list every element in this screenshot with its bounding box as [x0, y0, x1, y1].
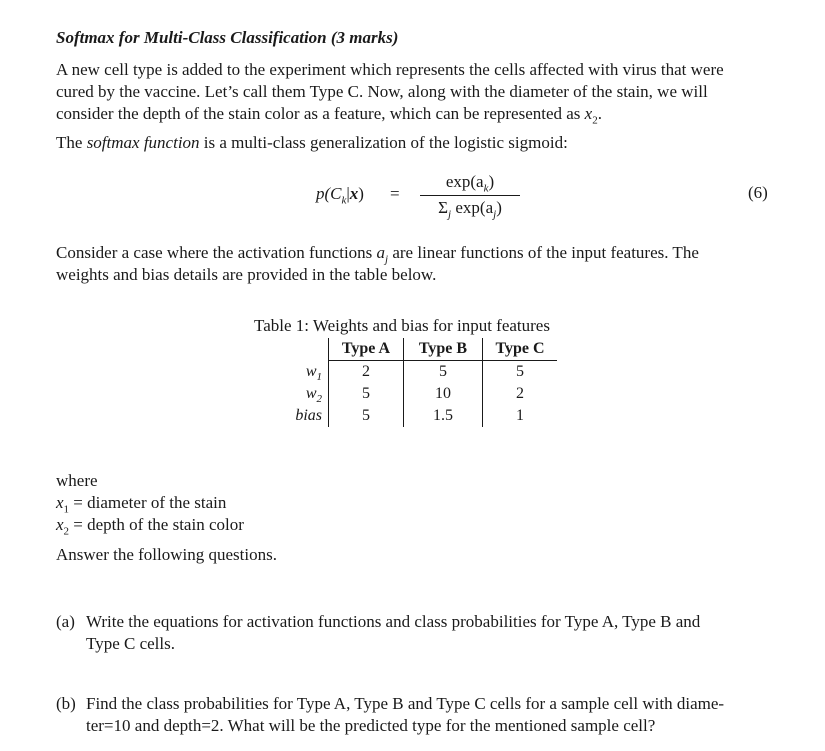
def-var: x	[56, 515, 64, 534]
where-label: where	[56, 471, 98, 490]
question-a-line-2: Type C cells.	[86, 634, 175, 653]
table-corner	[276, 338, 329, 361]
def-text: = diameter of the stain	[73, 493, 227, 512]
def-var: x	[56, 493, 64, 512]
eq-den-close: )	[496, 198, 502, 217]
equation-lhs	[316, 184, 364, 207]
def-text: = depth of the stain color	[73, 515, 244, 534]
softmax-post: is a multi-class generalization of the logistic sigmoid:	[203, 133, 568, 152]
row-label-text: w	[305, 362, 317, 380]
eq-den-sub: j	[493, 208, 497, 221]
fraction-bar	[420, 195, 520, 196]
table-row	[276, 405, 557, 427]
equation-number: (6)	[748, 183, 768, 202]
eq-num-sub: k	[483, 182, 489, 195]
intro-line-3-text: consider the depth of the stain color as a feature, which can be represented as	[56, 104, 581, 123]
activation-var: a	[376, 243, 386, 262]
softmax-term: softmax function	[86, 133, 200, 152]
table-header: Type B	[404, 338, 483, 361]
table-cell: 2	[483, 383, 558, 405]
equation-fraction	[420, 172, 520, 221]
row-label-sub: 2	[316, 393, 322, 406]
table-cell: 10	[404, 383, 483, 405]
table-cell: 5	[404, 361, 483, 384]
question-a-label: (a)	[56, 612, 75, 631]
sum-sigma: Σ	[438, 198, 449, 217]
intro-line-2: cured by the vaccine. Let’s call them Type C. Now, along with the diameter of the stain, we will	[56, 82, 708, 101]
eq-den-text: exp(a	[455, 198, 494, 217]
table-header: Type A	[329, 338, 404, 361]
table-cell: 5	[329, 383, 404, 405]
section-heading: Softmax for Multi-Class Classification (3 marks)	[56, 28, 399, 47]
intro-line-3: consider the depth of the stain color as a feature, which can be represented as $x_2$.	[56, 104, 602, 127]
eq-denominator	[420, 198, 520, 221]
sum-sub: j	[448, 208, 452, 221]
table-header: Type C	[483, 338, 558, 361]
table-cell: 2	[329, 361, 404, 384]
def-var-sub: 2	[63, 525, 70, 538]
row-label-sub: 1	[316, 370, 322, 383]
table-cell: 5	[483, 361, 558, 384]
eq-numerator	[420, 172, 520, 195]
activation-text-1: Consider a case where the activation functions	[56, 243, 373, 262]
row-label-text: w	[305, 385, 317, 402]
question-b-label: (b)	[56, 694, 76, 713]
row-label-text: bias	[295, 407, 322, 424]
weights-table	[276, 338, 557, 427]
eq-num-text: exp(a	[445, 172, 484, 191]
row-label	[276, 383, 329, 405]
table-caption: Table 1: Weights and bias for input features	[254, 316, 550, 335]
eq-lhs-bar: |	[346, 184, 350, 203]
equation-equals: =	[390, 184, 400, 203]
eq-lhs-x: x	[349, 184, 359, 203]
activation-line-1	[56, 242, 699, 264]
softmax-pre: The	[56, 133, 83, 152]
intro-var-sub: 2	[592, 114, 598, 127]
eq-lhs-sub: k	[341, 194, 347, 207]
row-label	[276, 361, 329, 384]
def-var-sub: 1	[63, 503, 70, 516]
definition-x1	[56, 492, 226, 514]
intro-line-1: A new cell type is added to the experiment which represents the cells affected with virus that were	[56, 60, 724, 79]
eq-lhs-close: )	[358, 184, 364, 203]
table-cell: 5	[329, 405, 404, 427]
table-cell: 1.5	[404, 405, 483, 427]
row-label	[276, 405, 329, 427]
intro-var: x	[584, 104, 593, 123]
activation-line-2: weights and bias details are provided in the table below.	[56, 265, 437, 284]
question-a-line-1: Write the equations for activation functions and class probabilities for Type A, Type B and	[86, 612, 701, 631]
table-row	[276, 361, 557, 384]
table-header-row	[276, 338, 557, 361]
answer-prompt: Answer the following questions.	[56, 545, 277, 564]
softmax-sentence	[56, 132, 568, 154]
activation-text-2: are linear functions of the input features. The	[392, 243, 699, 262]
eq-lhs-p: p(C	[316, 184, 342, 203]
table-cell: 1	[483, 405, 558, 427]
question-b-line-1: Find the class probabilities for Type A, Type B and Type C cells for a sample cell with diame-	[86, 694, 725, 713]
table-row	[276, 383, 557, 405]
question-b-line-2: ter=10 and depth=2. What will be the predicted type for the mentioned sample cell?	[86, 716, 656, 735]
activation-var-sub: j	[385, 253, 389, 266]
definition-x2	[56, 514, 244, 536]
eq-num-close: )	[488, 172, 495, 191]
